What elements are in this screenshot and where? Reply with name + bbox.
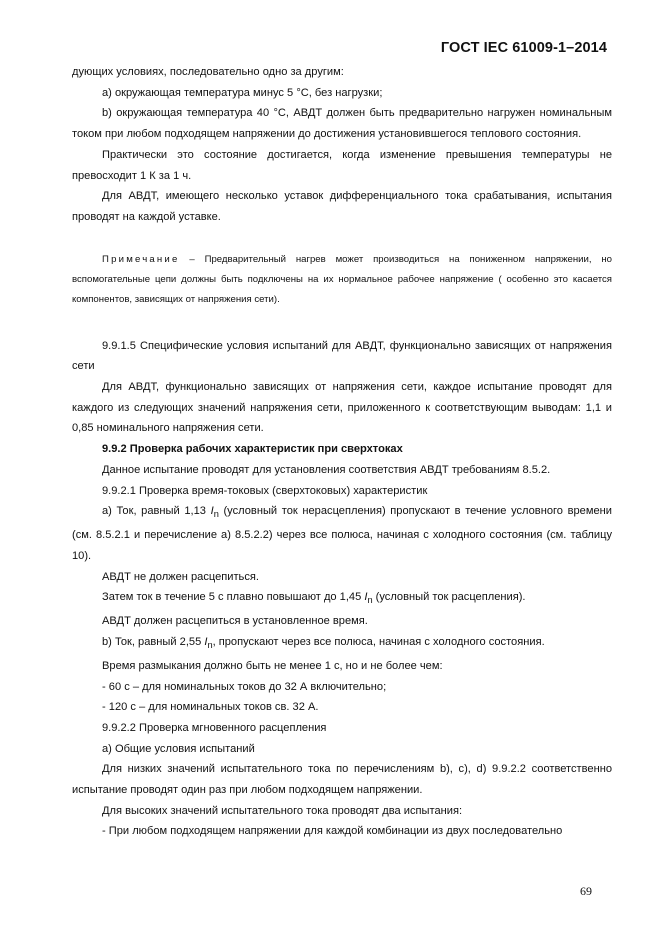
current-subscript: n xyxy=(207,640,213,651)
paragraph: Для АВДТ, имеющего несколько уставок дифференциального тока срабатывания, испытания проводят на каждой уставке. xyxy=(72,190,612,223)
clause: 9.9.1.5 Специфические условия испытаний для АВДТ, функционально зависящих от напряжения сети xyxy=(72,339,612,373)
paragraph: Для высоких значений испытательного тока проводят два испытания: xyxy=(102,804,463,817)
paragraph: Данное испытание проводят для установления соответствия АВДТ требованиям 8.5.2. xyxy=(102,463,551,476)
page-number: 69 xyxy=(580,884,592,898)
text-run: b) Ток, равный 2,55 xyxy=(102,635,205,648)
document-header: ГОСТ IEC 61009-1–2014 xyxy=(440,40,607,56)
text-run: (условный ток нерасцепления) пропускают в течение условного времени (см. 8.5.2.1 и перечисление a) 8.5.2.2) через все полюса, начиная с холодного состояния (см. таблицу 10). xyxy=(72,505,612,562)
note-label: Примечание xyxy=(102,253,180,265)
note xyxy=(72,250,612,310)
section-heading: 9.9.2 Проверка рабочих характеристик при сверхтоках xyxy=(102,443,403,456)
current-symbol: I xyxy=(204,635,208,648)
paragraph: a) Общие условия испытаний xyxy=(102,742,255,755)
text-run: a) Ток, равный 1,13 xyxy=(102,505,211,518)
list-item: - При любом подходящем напряжении для каждой комбинации из двух последовательно xyxy=(102,825,563,838)
current-symbol: I xyxy=(210,505,214,518)
paragraph: дующих условиях, последовательно одно за другим: xyxy=(72,66,344,78)
paragraph: Практически это состояние достигается, когда изменение превышения температуры не превосходит 1 К за 1 ч. xyxy=(72,148,612,182)
current-subscript: n xyxy=(213,509,219,520)
paragraph: a) окружающая температура минус 5 °С, без нагрузки; xyxy=(102,86,383,99)
paragraph: Для низких значений испытательного тока по перечислениям b), c), d) 9.9.2.2 соответственно испытание проводят один раз при любом подходящем напряжении. xyxy=(72,763,612,797)
paragraph xyxy=(72,632,612,656)
text-run: , пропускают через все полюса, начиная с холодного состояния. xyxy=(212,635,545,648)
paragraph: Для АВДТ, функционально зависящих от напряжения сети, каждое испытание проводят для каждого из следующих значений напряжения сети, приложенного к соответствующим выводам: 1,1 и 0,85 номинального напряжения сети. xyxy=(72,381,612,435)
text-run: Затем ток в течение 5 с плавно повышают до 1,45 xyxy=(102,591,365,604)
paragraph xyxy=(72,587,612,611)
document-body xyxy=(72,62,612,842)
current-symbol: I xyxy=(364,591,368,604)
clause: 9.9.2.2 Проверка мгновенного расцепления xyxy=(102,721,327,734)
paragraph: АВДТ должен расцепиться в установленное время. xyxy=(102,615,368,628)
current-subscript: n xyxy=(367,595,373,606)
text-run: (условный ток расцепления). xyxy=(372,591,526,604)
clause: 9.9.2.1 Проверка время-токовых (сверхтоковых) характеристик xyxy=(102,484,428,497)
list-item: - 120 с – для номинальных токов св. 32 А. xyxy=(102,701,319,714)
list-item: - 60 с – для номинальных токов до 32 А включительно; xyxy=(102,680,387,693)
paragraph xyxy=(72,501,612,566)
paragraph: АВДТ не должен расцепиться. xyxy=(102,570,259,583)
paragraph: b) окружающая температура 40 °С, АВДТ должен быть предварительно нагружен номинальным током при любом подходящем напряжении до достижения установившегося теплового состояния. xyxy=(72,107,612,141)
paragraph: Время размыкания должно быть не менее 1 с, но и не более чем: xyxy=(102,659,443,672)
note-text: – Предварительный нагрев может производиться на пониженном напряжении, но вспомогательные цепи должны быть подключены на их нормальное рабочее напряжение ( особенно это касается компонентов, зависящих от напряжения сети). xyxy=(72,253,612,305)
